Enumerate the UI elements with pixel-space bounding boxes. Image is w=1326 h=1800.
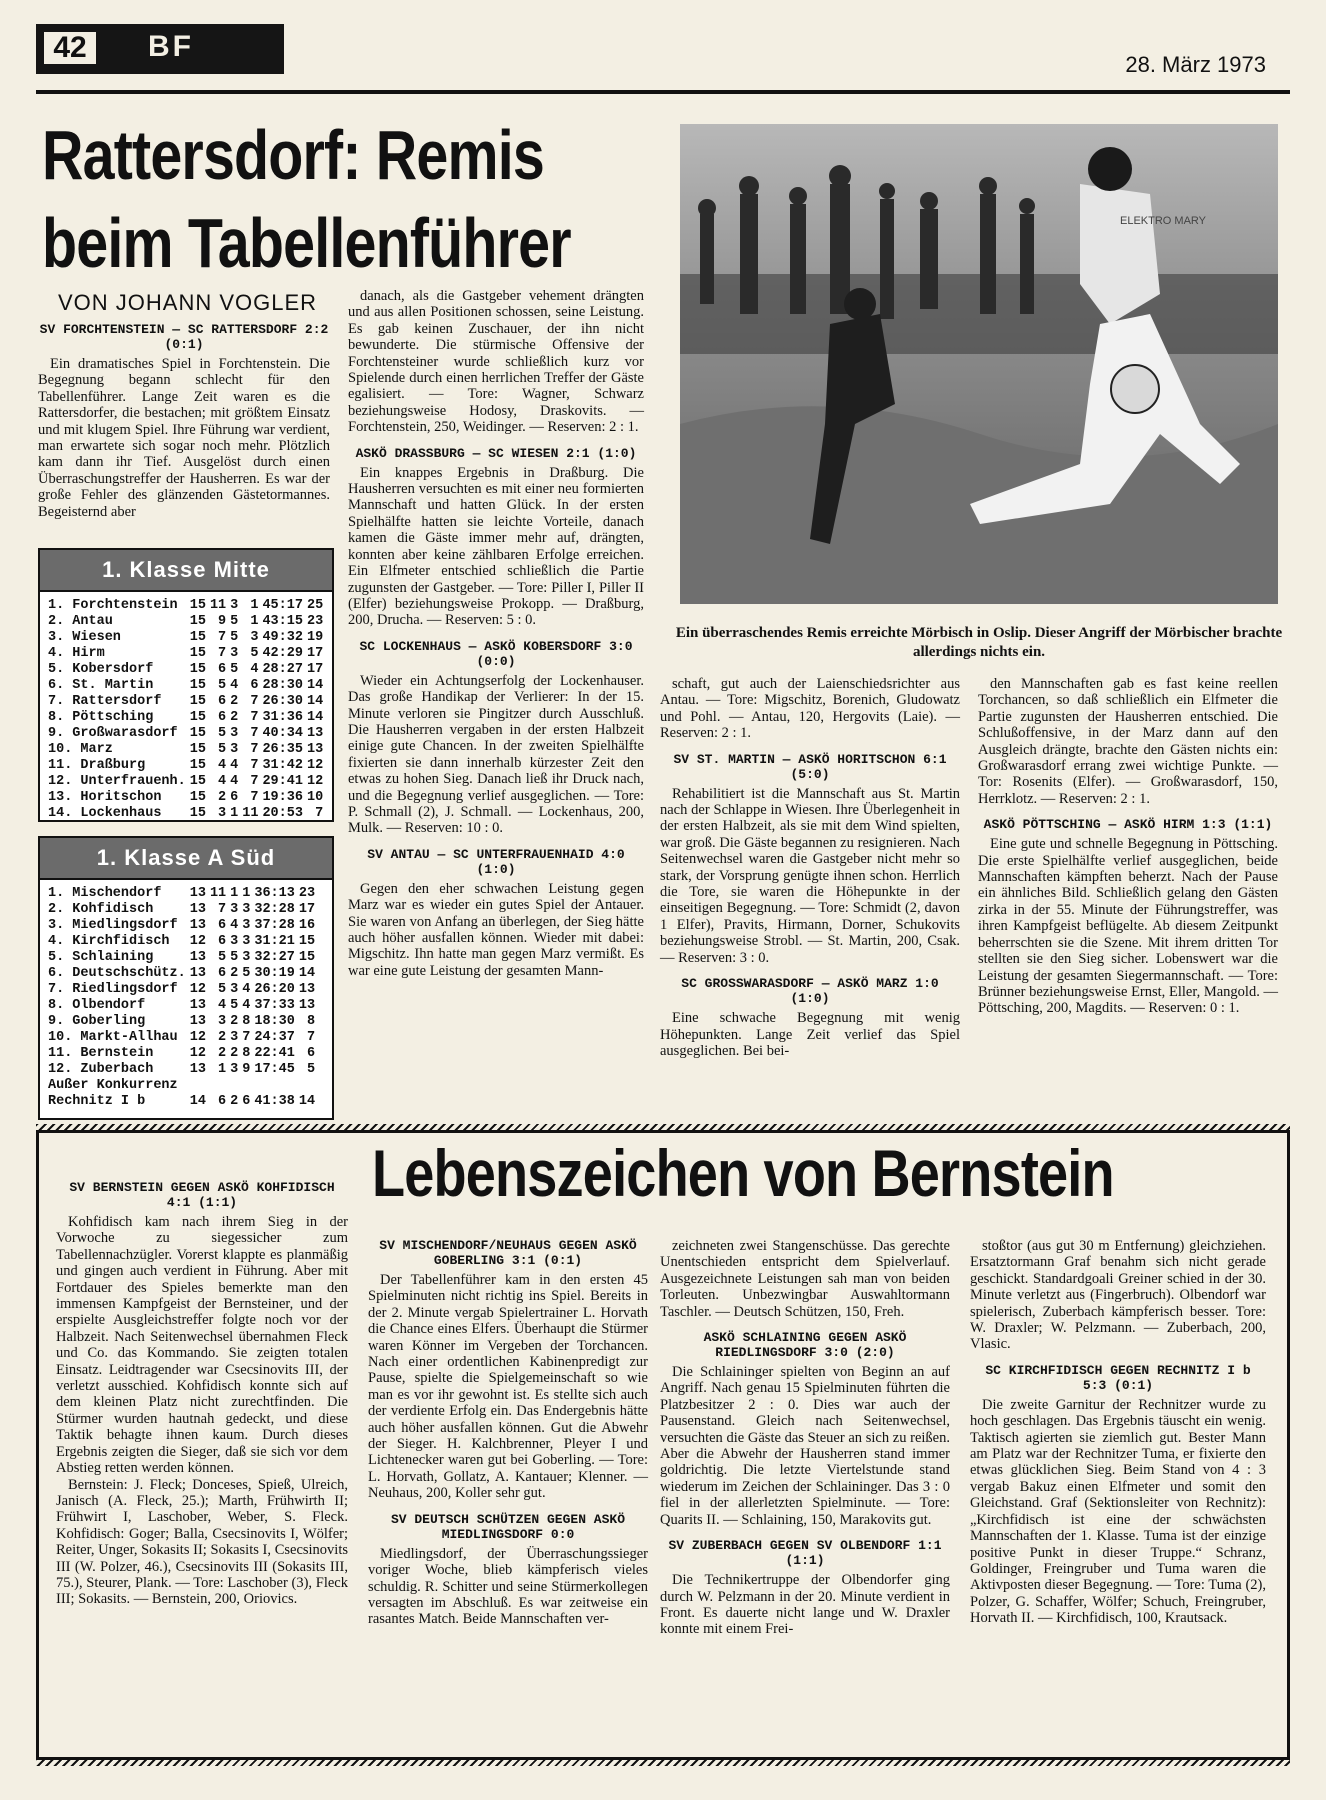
stat-cell: 12	[189, 982, 206, 997]
article1-column-1	[38, 322, 330, 520]
stat-cell: 14	[306, 678, 324, 693]
stat-cell: 11	[209, 598, 227, 613]
match-photo	[680, 124, 1278, 604]
match-heading: SC KIRCHFIDISCH GEGEN RECHNITZ I b 5:3 (0:1)	[985, 1362, 1251, 1393]
paragraph: Kohfidisch kam nach ihrem Sieg in der Vorwoche zu siegessicher zum Tabellennachzügler. Vorerst klappte es planmäßig und gingen auch verdient in Führung. Aber mit Fortdauer des Spieles bemerkte man den immensen Kampfgeist der Bernsteiner, und der erspielte Ausgleichstreffer folgte noch vor der Halbzeit. Nach Seitenwechsel übernahmen Fleck und Co. das Kommando. Sie zeigten totalen Einsatz. Leidtragender war Csecsinovits III, der verletzt ausschied. Kohfidisch konnte sich auf dem kleinen Platz nicht zurechtfinden. Die Stürmer wurden hautnah gedeckt, und diese Taktik behagte ihnen kaum. Durch dieses Ergebnis zeigten die Sieger, daß sie sich vor dem Abstieg retten werden können.	[56, 1214, 348, 1477]
stat-cell: 2	[218, 1046, 227, 1061]
standings-title-sued: 1. Klasse A Süd	[40, 838, 332, 880]
paragraph: Die zweite Garnitur der Rechnitzer wurde zu hoch geschlagen. Das Ergebnis täuscht ein wenig. Taktisch agierten sie ziemlich gut. Bester Mann am Platz war der Rechnitzer Tuma, er fixierte den etwas glücklichen Sieg. Beim Stand von 4 : 3 vergab Bakuz einen Elfmeter und somit den Gleichstand. Graf (Sektionsleiter von Rechnitz): „Kirchfidisch ist eine der schwächsten Mannschaften der 1. Klasse. Tuma ist der einzige positive Punkt in dieser Truppe.“ Schranz, Goldinger, Freingruber und Tuma waren die Aktivposten dieser Begegnung. — Tore: Tuma (2), Polzer, G. Schaffer, Wölfer; Schuch, Freingruber, Horvath II. — Kirchfidisch, 100, Krautsack.	[970, 1396, 1266, 1627]
stat-cell: 6	[218, 694, 227, 709]
match-photo-image	[680, 124, 1278, 604]
stat-cell: 7	[242, 1030, 251, 1045]
stat-cell: 15	[189, 758, 206, 773]
stat-cell: 3	[218, 1014, 227, 1029]
stat-cell: 7	[218, 630, 227, 645]
stat-cell: 26:35	[262, 742, 303, 757]
stat-cell: 7	[218, 902, 227, 917]
stat-cell: 7	[250, 694, 259, 709]
stat-cell: 2	[230, 1094, 239, 1109]
stat-cell: 1	[242, 886, 251, 901]
match-heading: SV ST. MARTIN — ASKÖ HORITSCHON 6:1 (5:0)	[673, 751, 947, 782]
standings-row	[48, 806, 327, 822]
standings-row	[48, 790, 327, 806]
stat-cell: 2	[230, 1046, 239, 1061]
stat-cell: 11	[242, 806, 259, 821]
stat-cell: 45:17	[262, 598, 303, 613]
stat-cell: 5	[230, 998, 239, 1013]
stat-cell: 6	[218, 1094, 227, 1109]
paragraph: Ein knappes Ergebnis in Draßburg. Die Hausherren versuchten es mit einer neu formierten Mannschaft und hatten Glück. In der ersten Spielhälfte hatten sie leichte Vorteile, danach kamen die Gäste immer mehr auf, drängten, konnten aber keine zählbaren Erfolge erreichen. Ein Elfmeter entschied schließlich die Partie zugunsten der Gastgeber. — Tore: Piller I, Piller II (Elfer) beziehungsweise Prokopp. — Draßburg, 200, Drucha. — Reserven: 5 : 0.	[348, 464, 644, 629]
stat-cell: 1	[250, 614, 259, 629]
team-name: 9. Goberling	[48, 1014, 146, 1029]
stat-cell: 2	[230, 710, 239, 725]
stat-cell: 15	[189, 598, 206, 613]
standings-row	[48, 1062, 319, 1078]
stat-cell: 4	[230, 774, 239, 789]
stat-cell: 13	[298, 982, 316, 997]
stat-cell: 43:15	[262, 614, 303, 629]
standings-row	[48, 646, 327, 662]
match-heading: ASKÖ SCHLAINING GEGEN ASKÖ RIEDLINGSDORF 3:0 (2:0)	[703, 1330, 907, 1361]
stat-cell: 19	[306, 630, 324, 645]
standings-row	[48, 918, 319, 934]
stat-cell: 17:45	[254, 1062, 295, 1077]
paragraph: Miedlingsdorf, der Überraschungssieger voriger Woche, blieb kämpferisch vieles schuldig. R. Schitter und seine Stürmerkollegen versagten im Abschluß. Es war zeitweise ein rasantes Match. Beide Mannschaften ver-	[368, 1545, 648, 1628]
headline-line-1: Rattersdorf: Remis	[42, 116, 544, 194]
article2-headline: Lebenszeichen von Bernstein	[372, 1136, 1114, 1210]
stat-cell: 15	[298, 934, 316, 949]
paragraph: Der Tabellenführer kam in den ersten 45 Spielminuten nicht richtig ins Spiel. Bereits in der 2. Minute vergab Spielertrainer L. Horvath die Chance eines Elfers. Überhaupt die Stürmer waren Könner im Vergeben der Torchancen. Nach einer ordentlichen Kabinenpredigt zur Pause, spielte die Spielgemeinschaft so wie man es vor ihr gewohnt ist. Es stellte sich auch der verdiente Erfolg ein. Das Endergebnis hätte auch höher ausfallen können. Gut die Abwehr der Sieger. H. Kalchbrenner, Pleyer I und Lichtenecker waren gut bei Goberling. — Tore: L. Horvath, Gollatz, A. Kantauer; Klenner. — Neuhaus, 200, Koller sehr gut.	[368, 1272, 648, 1502]
stat-cell: 7	[250, 758, 259, 773]
standings-row	[48, 662, 327, 678]
issue-date: 28. März 1973	[1125, 52, 1266, 77]
stat-cell: 4	[242, 982, 251, 997]
stat-cell: 23	[298, 886, 316, 901]
stat-cell: 1	[250, 598, 259, 613]
zigzag-border-bottom	[36, 1758, 1290, 1766]
stat-cell: 9	[242, 1062, 251, 1077]
stat-cell: 7	[250, 790, 259, 805]
team-name: 3. Wiesen	[48, 630, 121, 645]
stat-cell: 6	[250, 678, 259, 693]
stat-cell: 6	[230, 790, 239, 805]
header-rule	[36, 90, 1290, 94]
stat-cell: 13	[189, 966, 206, 981]
team-name: 6. St. Martin	[48, 678, 154, 693]
stat-cell: 32:28	[254, 902, 295, 917]
stat-cell: 5	[218, 982, 227, 997]
stat-cell: 15	[189, 742, 206, 757]
stat-cell: 15	[189, 726, 206, 741]
article1-column-3	[660, 676, 960, 1059]
paragraph: stoßtor (aus gut 30 m Entfernung) gleichziehen. Ersatztormann Graf benahm sich nicht gerade geschickt. Standardgoali Greiner schied in der 30. Minute verletzt aus (Fingerbruch). Olbendorf war spielerisch, Zuberbach kämpferisch besser. Tore: W. Draxler; W. Pelzmann. — Zuberbach, 200, Vlasic.	[970, 1238, 1266, 1353]
stat-cell: 17	[306, 646, 324, 661]
stat-cell: 19:36	[262, 790, 303, 805]
stat-cell: 6	[242, 1094, 251, 1109]
stat-cell: 3	[242, 918, 251, 933]
standings-row	[48, 774, 327, 790]
stat-cell: 12	[306, 758, 324, 773]
stat-cell: 13	[189, 902, 206, 917]
extra-label-row	[48, 1078, 319, 1094]
stat-cell: 3	[230, 934, 239, 949]
team-name: 5. Kobersdorf	[48, 662, 154, 677]
stat-cell: 28:27	[262, 662, 303, 677]
stat-cell: 5	[242, 966, 251, 981]
stat-cell: 10	[306, 790, 324, 805]
stat-cell: 18:30	[254, 1014, 295, 1029]
stat-cell: 31:21	[254, 934, 295, 949]
stat-cell: 1	[230, 806, 239, 821]
stat-cell: 2	[230, 1014, 239, 1029]
team-name: 11. Bernstein	[48, 1046, 154, 1061]
stat-cell: 4	[230, 758, 239, 773]
stat-cell: 13	[189, 998, 206, 1013]
stat-cell: 2	[218, 790, 227, 805]
team-name: 2. Antau	[48, 614, 113, 629]
stat-cell: 4	[230, 678, 239, 693]
standings-row	[48, 630, 327, 646]
standings-row	[48, 1046, 319, 1062]
stat-cell: 1	[230, 886, 239, 901]
stat-cell: 7	[306, 1030, 316, 1045]
standings-row	[48, 710, 327, 726]
team-name: 12. Unterfrauenh.	[48, 774, 186, 789]
stat-cell: 2	[230, 966, 239, 981]
match-heading: SV DEUTSCH SCHÜTZEN GEGEN ASKÖ MIEDLINGSDORF 0:0	[390, 1511, 626, 1542]
stat-cell: 14	[306, 694, 324, 709]
team-name: 9. Großwarasdorf	[48, 726, 178, 741]
team-name: 1. Forchtenstein	[48, 598, 178, 613]
match-heading: SV ZUBERBACH GEGEN SV OLBENDORF 1:1 (1:1)	[668, 1538, 942, 1569]
standings-row	[48, 1030, 319, 1046]
photo-caption: Ein überraschendes Remis erreichte Mörbisch in Oslip. Dieser Angriff der Mörbischer brachte allerdings nichts ein.	[675, 625, 1283, 660]
match-heading: SV MISCHENDORF/NEUHAUS GEGEN ASKÖ GOBERLING 3:1 (0:1)	[379, 1238, 637, 1268]
stat-cell: 15	[189, 774, 206, 789]
stat-cell: 3	[230, 598, 239, 613]
team-name: 3. Miedlingsdorf	[48, 918, 178, 933]
stat-cell: 3	[230, 1030, 239, 1045]
stat-cell: 15	[189, 710, 206, 725]
team-name: 1. Mischendorf	[48, 886, 162, 901]
stat-cell: 7	[250, 710, 259, 725]
stat-cell: 6	[306, 1046, 316, 1061]
stat-cell: 2	[230, 694, 239, 709]
extra-label: Außer Konkurrenz	[48, 1078, 178, 1093]
paragraph: Gegen den eher schwachen Leistung gegen Marz war es wieder ein gutes Spiel der Antauer. Sie waren von Anfang an überlegen, der Sieg hätte auch höher ausfallen können. Wieder mit dabei: Migschitz. Ihn hatte man gegen Marz vermißt. Es war eine gute Leistung der gesamten Mann-	[348, 880, 644, 979]
stat-cell: 5	[230, 614, 239, 629]
stat-cell: 5	[218, 742, 227, 757]
paragraph: schaft, gut auch der Laienschiedsrichter aus Antau. — Tore: Migschitz, Borenich, Gludowatz und Pohl. — Antau, 120, Hergovits (Laie). — Reserven: 2 : 1.	[660, 676, 960, 742]
standings-row	[48, 950, 319, 966]
stat-cell: 13	[298, 998, 316, 1013]
match-heading: ASKÖ PÖTTSCHING — ASKÖ HIRM 1:3 (1:1)	[983, 817, 1273, 833]
stat-cell: 24:37	[254, 1030, 295, 1045]
stat-cell: 31:36	[262, 710, 303, 725]
stat-cell: 41:38	[254, 1094, 295, 1109]
standings-grid-sued	[48, 886, 319, 1110]
stat-cell: 6	[218, 662, 227, 677]
paragraph: den Mannschaften gab es fast keine reellen Torchancen, so daß schließlich ein Elfmeter die Partie zugunsten der Hausherren entschied. Die Schlußoffensive, in der Marz dann auf den Ausgleich drängte, brachte den Gästen nichts ein: Großwarasdorf errang zwei wichtige Punkte. — Tor: Rosenits (Elfer). — Großwarasdorf, 150, Herrklotz. — Reserven: 2 : 1.	[978, 676, 1278, 807]
standings-row	[48, 902, 319, 918]
stat-cell: 13	[189, 1062, 206, 1077]
stat-cell: 7	[250, 726, 259, 741]
stat-cell: 4	[218, 758, 227, 773]
stat-cell: 3	[230, 726, 239, 741]
stat-cell: 5	[250, 646, 259, 661]
team-name: 4. Kirchfidisch	[48, 934, 170, 949]
standings-row	[48, 726, 327, 742]
stat-cell: 16	[298, 918, 316, 933]
stat-cell: 3	[242, 902, 251, 917]
stat-cell: 6	[218, 934, 227, 949]
stat-cell: 32:27	[254, 950, 295, 965]
stat-cell: 4	[218, 998, 227, 1013]
standings-row	[48, 758, 327, 774]
stat-cell: 15	[189, 678, 206, 693]
match-heading: SC GROSSWARASDORF — ASKÖ MARZ 1:0 (1:0)	[681, 976, 939, 1007]
paragraph: Eine gute und schnelle Begegnung in Pöttsching. Die erste Spielhälfte verlief ausgeglichen, beide Mannschaften kämpften beherzt. Nach der Pause ein ähnliches Bild. Schließlich gelang den Gästen zirka in der 55. Minute der Führungstreffer, was ihren Kampfgeist beflügelte. Ab diesem Zeitpunkt beherrschten sie die Szene. Mit ihrem dritten Tor stellten sie den Sieg sicher. Lobenswert war die Leistung der gesamten Siegermannschaft. — Tore: Brünner beziehungsweise Ernst, Eller, Mangold. — Pöttsching, 200, Magdits. — Reserven: 0 : 1.	[978, 836, 1278, 1017]
standings-title-mitte: 1. Klasse Mitte	[40, 550, 332, 592]
standings-grid-mitte	[48, 598, 327, 822]
article1-column-4	[978, 676, 1278, 1017]
article2-column-1	[56, 1180, 348, 1608]
stat-cell: 8	[306, 1014, 316, 1029]
match-heading: SC LOCKENHAUS — ASKÖ KOBERSDORF 3:0 (0:0)	[359, 638, 633, 669]
team-name: 12. Zuberbach	[48, 1062, 154, 1077]
team-name: 10. Marz	[48, 742, 113, 757]
stat-cell: 15	[298, 950, 316, 965]
stat-cell: 5	[218, 726, 227, 741]
team-name: 7. Rattersdorf	[48, 694, 162, 709]
team-name: 5. Schlaining	[48, 950, 154, 965]
team-name: 6. Deutschschütz.	[48, 966, 186, 981]
stat-cell: 12	[189, 1046, 206, 1061]
stat-cell: 3	[242, 950, 251, 965]
stat-cell: 20:53	[262, 806, 303, 821]
stat-cell: 13	[189, 1014, 206, 1029]
stat-cell: 3	[218, 806, 227, 821]
stat-cell: 13	[306, 742, 324, 757]
team-name: 11. Draßburg	[48, 758, 146, 773]
stat-cell: 7	[250, 742, 259, 757]
team-name: 8. Pöttsching	[48, 710, 154, 725]
stat-cell: 40:34	[262, 726, 303, 741]
stat-cell: 15	[189, 694, 206, 709]
standings-row	[48, 742, 327, 758]
stat-cell: 15	[189, 790, 206, 805]
standings-table-sued	[38, 836, 334, 1120]
team-name: 2. Kohfidisch	[48, 902, 154, 917]
stat-cell: 49:32	[262, 630, 303, 645]
match-heading: SV FORCHTENSTEIN — SC RATTERSDORF 2:2 (0:1)	[39, 322, 329, 352]
stat-cell: 7	[315, 806, 324, 821]
stat-cell: 15	[189, 614, 206, 629]
stat-cell: 7	[250, 774, 259, 789]
paragraph: Eine schwache Begegnung mit wenig Höhepunkten. Lange Zeit verlief das Spiel ausgeglichen. Bei bei-	[660, 1010, 960, 1059]
page-number-block	[36, 24, 284, 74]
stat-cell: 1	[218, 1062, 227, 1077]
stat-cell: 4	[230, 918, 239, 933]
team-name: 7. Riedlingsdorf	[48, 982, 178, 997]
stat-cell: 31:42	[262, 758, 303, 773]
stat-cell: 25	[306, 598, 324, 613]
stat-cell: 5	[306, 1062, 316, 1077]
stat-cell: 3	[230, 982, 239, 997]
standings-row	[48, 598, 327, 614]
stat-cell: 3	[230, 902, 239, 917]
paragraph: Wieder ein Achtungserfolg der Lockenhauser. Das große Handikap der Verlierer: In der 15. Minute verloren sie Pingitzer durch Ausschluß. Die Hausherren vergaben in der ersten Halbzeit einige gute Chancen. In der zweiten Spielhälfte fixierten sie dann innerhalb kürzester Zeit den etwas zu hohen Sieg. Danach ließ ihr Druck nach, und die Begegnung verlief ausgeglichen. — Tore: P. Schmall (2), J. Schmall. — Lockenhaus, 200, Mulk. — Reserven: 10 : 0.	[348, 672, 644, 837]
stat-cell: 5	[230, 662, 239, 677]
paragraph: Die Technikertruppe der Olbendorfer ging durch W. Pelzmann in der 20. Minute verdient in Front. Es dauerte nicht lange und W. Draxler konnte mit einem Frei-	[660, 1572, 950, 1638]
paragraph: Die Schlaininger spielten von Beginn an auf Angriff. Nach genau 15 Spielminuten führten die Platzbesitzer 2 : 0. Dies war auch der Pausenstand. Gleich nach Seitenwechsel, versuchten die Gäste das Steuer an sich zu reißen. Aber die Abwehr der Hausherren stand immer goldrichtig. Die letzte Viertelstunde stand wiederum im Zeichen der Schlaininger. Das 3 : 0 fiel in der allerletzten Spielminute. — Tore: Quarits II. — Schlaining, 150, Marakovits gut.	[660, 1364, 950, 1528]
paragraph: Rehabilitiert ist die Mannschaft aus St. Martin nach der Schlappe in Wiesen. Ihre Überlegenheit in der ersten Halbzeit, als sie mit dem Wind spielten, war groß. Die Gäste begannen zu resignieren. Nach Seitenwechsel waren die Gastgeber nicht mehr so stark, der Vorsprung genügte ihnen schon. Herrlich die Tore, sie waren die Höhepunkte in der einseitigen Begegnung. — Tore: Schmidt (2, davon 1 Elfer), Pravits, Hirmann, Dorner, Schukovits beziehungsweise Strobl. — St. Martin, 200, Csak. — Reserven: 3 : 0.	[660, 785, 960, 966]
stat-cell: 12	[189, 1030, 206, 1045]
stat-cell: 15	[189, 662, 206, 677]
page-number: 42	[42, 30, 98, 66]
stat-cell: 7	[218, 646, 227, 661]
stat-cell: 6	[218, 966, 227, 981]
stat-cell: 9	[218, 614, 227, 629]
stat-cell: 3	[250, 630, 259, 645]
stat-cell: 3	[230, 1062, 239, 1077]
stat-cell: 12	[189, 934, 206, 949]
team-name: 10. Markt-Allhau	[48, 1030, 178, 1045]
stat-cell: 14	[298, 1094, 316, 1109]
team-name: 14. Lockenhaus	[48, 806, 162, 821]
article2-column-4	[970, 1238, 1266, 1627]
article2-column-3	[660, 1238, 950, 1638]
stat-cell: 17	[298, 902, 316, 917]
stat-cell: 15	[189, 806, 206, 821]
standings-table-mitte	[38, 548, 334, 822]
team-name: 8. Olbendorf	[48, 998, 146, 1013]
stat-cell: 3	[230, 646, 239, 661]
extra-standings-row	[48, 1094, 319, 1110]
section-label: BF	[148, 30, 194, 63]
stat-cell: 36:13	[254, 886, 295, 901]
paragraph: danach, als die Gastgeber vehement drängten und aus allen Positionen schossen, seine Leistung. Es gab keinen Zuschauer, der ihn nicht bewunderte. Die stürmische Offensive der Forchtensteiner wurde schließlich kurz vor Spielende durch einen herrlichen Treffer der Gäste egalisiert. — Tore: Wagner, Schwarz beziehungsweise Hodosy, Draskovits. — Forchtenstein, 250, Weidinger. — Reserven: 2 : 1.	[348, 288, 644, 436]
article2-column-2	[368, 1238, 648, 1628]
byline: VON JOHANN VOGLER	[58, 290, 318, 315]
stat-cell: 4	[250, 662, 259, 677]
stat-cell: 12	[306, 774, 324, 789]
stat-cell: 8	[242, 1014, 251, 1029]
stat-cell: 22:41	[254, 1046, 295, 1061]
standings-row	[48, 1014, 319, 1030]
stat-cell: 30:19	[254, 966, 295, 981]
stat-cell: 5	[230, 950, 239, 965]
standings-row	[48, 998, 319, 1014]
stat-cell: 5	[218, 950, 227, 965]
stat-cell: 15	[189, 630, 206, 645]
stat-cell: 29:41	[262, 774, 303, 789]
stat-cell: 26:20	[254, 982, 295, 997]
paragraph: zeichneten zwei Stangenschüsse. Das gerechte Unentschieden entspricht dem Spielverlauf. Ausgezeichnete Leistungen sah man von beiden Torleuten. Unbezwingbar Auswahltormann Taschler. — Deutsch Schützen, 150, Freh.	[660, 1238, 950, 1320]
stat-cell: 14	[306, 710, 324, 725]
stat-cell: 13	[189, 950, 206, 965]
stat-cell: 23	[306, 614, 324, 629]
stat-cell: 15	[189, 646, 206, 661]
match-heading: SV BERNSTEIN GEGEN ASKÖ KOHFIDISCH 4:1 (1:1)	[69, 1180, 335, 1210]
stat-cell: 13	[189, 918, 206, 933]
stat-cell: 42:29	[262, 646, 303, 661]
match-heading: ASKÖ DRASSBURG — SC WIESEN 2:1 (1:0)	[355, 445, 637, 461]
stat-cell: 17	[306, 662, 324, 677]
team-name: Rechnitz I b	[48, 1094, 146, 1109]
headline-line-2: beim Tabellenführer	[42, 204, 571, 282]
stat-cell: 4	[242, 998, 251, 1013]
stat-cell: 37:28	[254, 918, 295, 933]
stat-cell: 5	[218, 678, 227, 693]
standings-row	[48, 982, 319, 998]
stat-cell: 13	[306, 726, 324, 741]
standings-row	[48, 886, 319, 902]
stat-cell: 28:30	[262, 678, 303, 693]
standings-row	[48, 678, 327, 694]
stat-cell: 13	[189, 886, 206, 901]
stat-cell: 14	[189, 1094, 206, 1109]
paragraph: Ein dramatisches Spiel in Forchtenstein. Die Begegnung begann schlecht für den Tabellenführer. Lange Zeit waren es die Rattersdorfer, die bestachen; mit größtem Einsatz und mit klugem Spiel. Ihre Führung war verdient, man erwartete sich sogar noch mehr. Plötzlich kam dann ihr Tief. Ausgelöst durch einen Überraschungstreffer der Hausherren. Es war der große Fehler des glänzenden Gästetormannes. Begeisternd aber	[38, 356, 330, 520]
standings-row	[48, 966, 319, 982]
standings-row	[48, 934, 319, 950]
stat-cell: 6	[218, 918, 227, 933]
match-heading: SV ANTAU — SC UNTERFRAUENHAID 4:0 (1:0)	[367, 846, 625, 877]
stat-cell: 26:30	[262, 694, 303, 709]
stat-cell: 8	[242, 1046, 251, 1061]
stat-cell: 2	[218, 1030, 227, 1045]
stat-cell: 14	[298, 966, 316, 981]
stat-cell: 11	[209, 886, 227, 901]
standings-row	[48, 614, 327, 630]
paragraph: Bernstein: J. Fleck; Donceses, Spieß, Ulreich, Janisch (A. Fleck, 25.); Marth, Frühwirth II; Frühwirt I, Laschober, Weber, S. Fleck. Kohfidisch: Goger; Balla, Csecsinovits I, Wölfer; Reiter, Unger, Sokasits II; Sokasits I, Csecsinovits III (W. Polzer, 46.), Csecsinovits III (Sokasits III, 75.), Steurer, Plank. — Tore: Laschober (3), Fleck III; Sokasits. — Bernstein, 200, Oriovics.	[56, 1476, 348, 1608]
shirt-lettering: ELEKTRO MARY	[1120, 215, 1206, 227]
stat-cell: 5	[230, 630, 239, 645]
stat-cell: 4	[218, 774, 227, 789]
stat-cell: 6	[218, 710, 227, 725]
stat-cell: 3	[230, 742, 239, 757]
article1-column-2	[348, 288, 644, 979]
stat-cell: 3	[242, 934, 251, 949]
standings-row	[48, 694, 327, 710]
stat-cell: 37:33	[254, 998, 295, 1013]
team-name: 13. Horitschon	[48, 790, 162, 805]
team-name: 4. Hirm	[48, 646, 105, 661]
